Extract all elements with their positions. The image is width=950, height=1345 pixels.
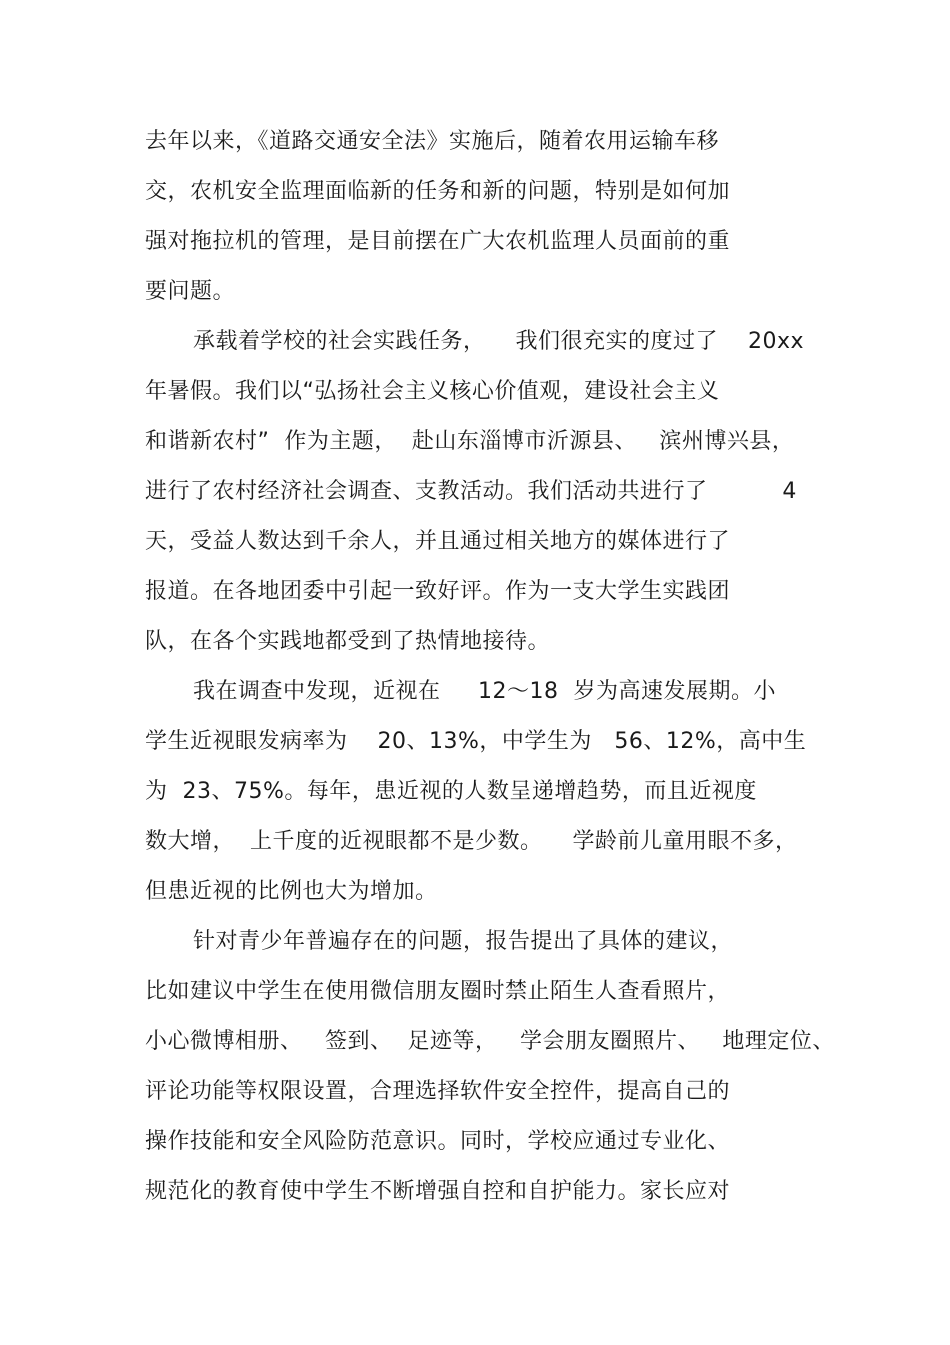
paragraph-2-line-2: 年暑假。我们以“弘扬社会主义核心价值观，建设社会主义 [145, 379, 720, 404]
paragraph-3-line-2: 学生近视眼发病率为 20、13%，中学生为 56、12%，高中生 [145, 729, 807, 754]
paragraph-2-line-3: 和谐新农村” 作为主题， 赴山东淄博市沂源县、 滨州博兴县， [145, 429, 795, 454]
paragraph-4-line-2: 比如建议中学生在使用微信朋友圈时禁止陌生人查看照片， [145, 979, 731, 1004]
paragraph-1-line-1: 去年以来，《道路交通安全法》实施后，随着农用运输车移 [145, 129, 720, 154]
paragraph-2-line-7: 队，在各个实践地都受到了热情地接待。 [145, 629, 551, 654]
paragraph-1-line-2: 交，农机安全监理面临新的任务和新的问题，特别是如何加 [145, 179, 731, 204]
paragraph-3-line-5: 但患近视的比例也大为增加。 [145, 879, 438, 904]
paragraph-4-line-3: 小心微博相册、 签到、 足迹等， 学会朋友圈照片、 地理定位、 [145, 1029, 835, 1054]
paragraph-2-line-4: 进行了农村经济社会调查、支教活动。我们活动共进行了 4 [145, 479, 797, 504]
paragraph-1-line-3: 强对拖拉机的管理，是目前摆在广大农机监理人员面前的重 [145, 229, 731, 254]
paragraph-1-line-4: 要问题。 [145, 279, 236, 304]
paragraph-4-line-4: 评论功能等权限设置，合理选择软件安全控件，提高自己的 [145, 1079, 731, 1104]
paragraph-3-line-3: 为 23、75%。每年，患近视的人数呈递增趋势，而且近视度 [145, 779, 757, 804]
paragraph-3-line-1: 我在调查中发现，近视在 12～18 岁为高速发展期。小 [193, 679, 776, 704]
paragraph-4-line-6: 规范化的教育使中学生不断增强自控和自护能力。家长应对 [145, 1179, 731, 1204]
paragraph-3-line-4: 数大增， 上千度的近视眼都不是少数。 学龄前儿童用眼不多， [145, 829, 798, 854]
paragraph-2-line-5: 天，受益人数达到千余人，并且通过相关地方的媒体进行了 [145, 529, 731, 554]
paragraph-4-line-1: 针对青少年普遍存在的问题，报告提出了具体的建议， [193, 929, 734, 954]
paragraph-4-line-5: 操作技能和安全风险防范意识。同时，学校应通过专业化、 [145, 1129, 731, 1154]
paragraph-2-line-1: 承载着学校的社会实践任务， 我们很充实的度过了 20xx [193, 329, 804, 354]
paragraph-2-line-6: 报道。在各地团委中引起一致好评。作为一支大学生实践团 [145, 579, 731, 604]
